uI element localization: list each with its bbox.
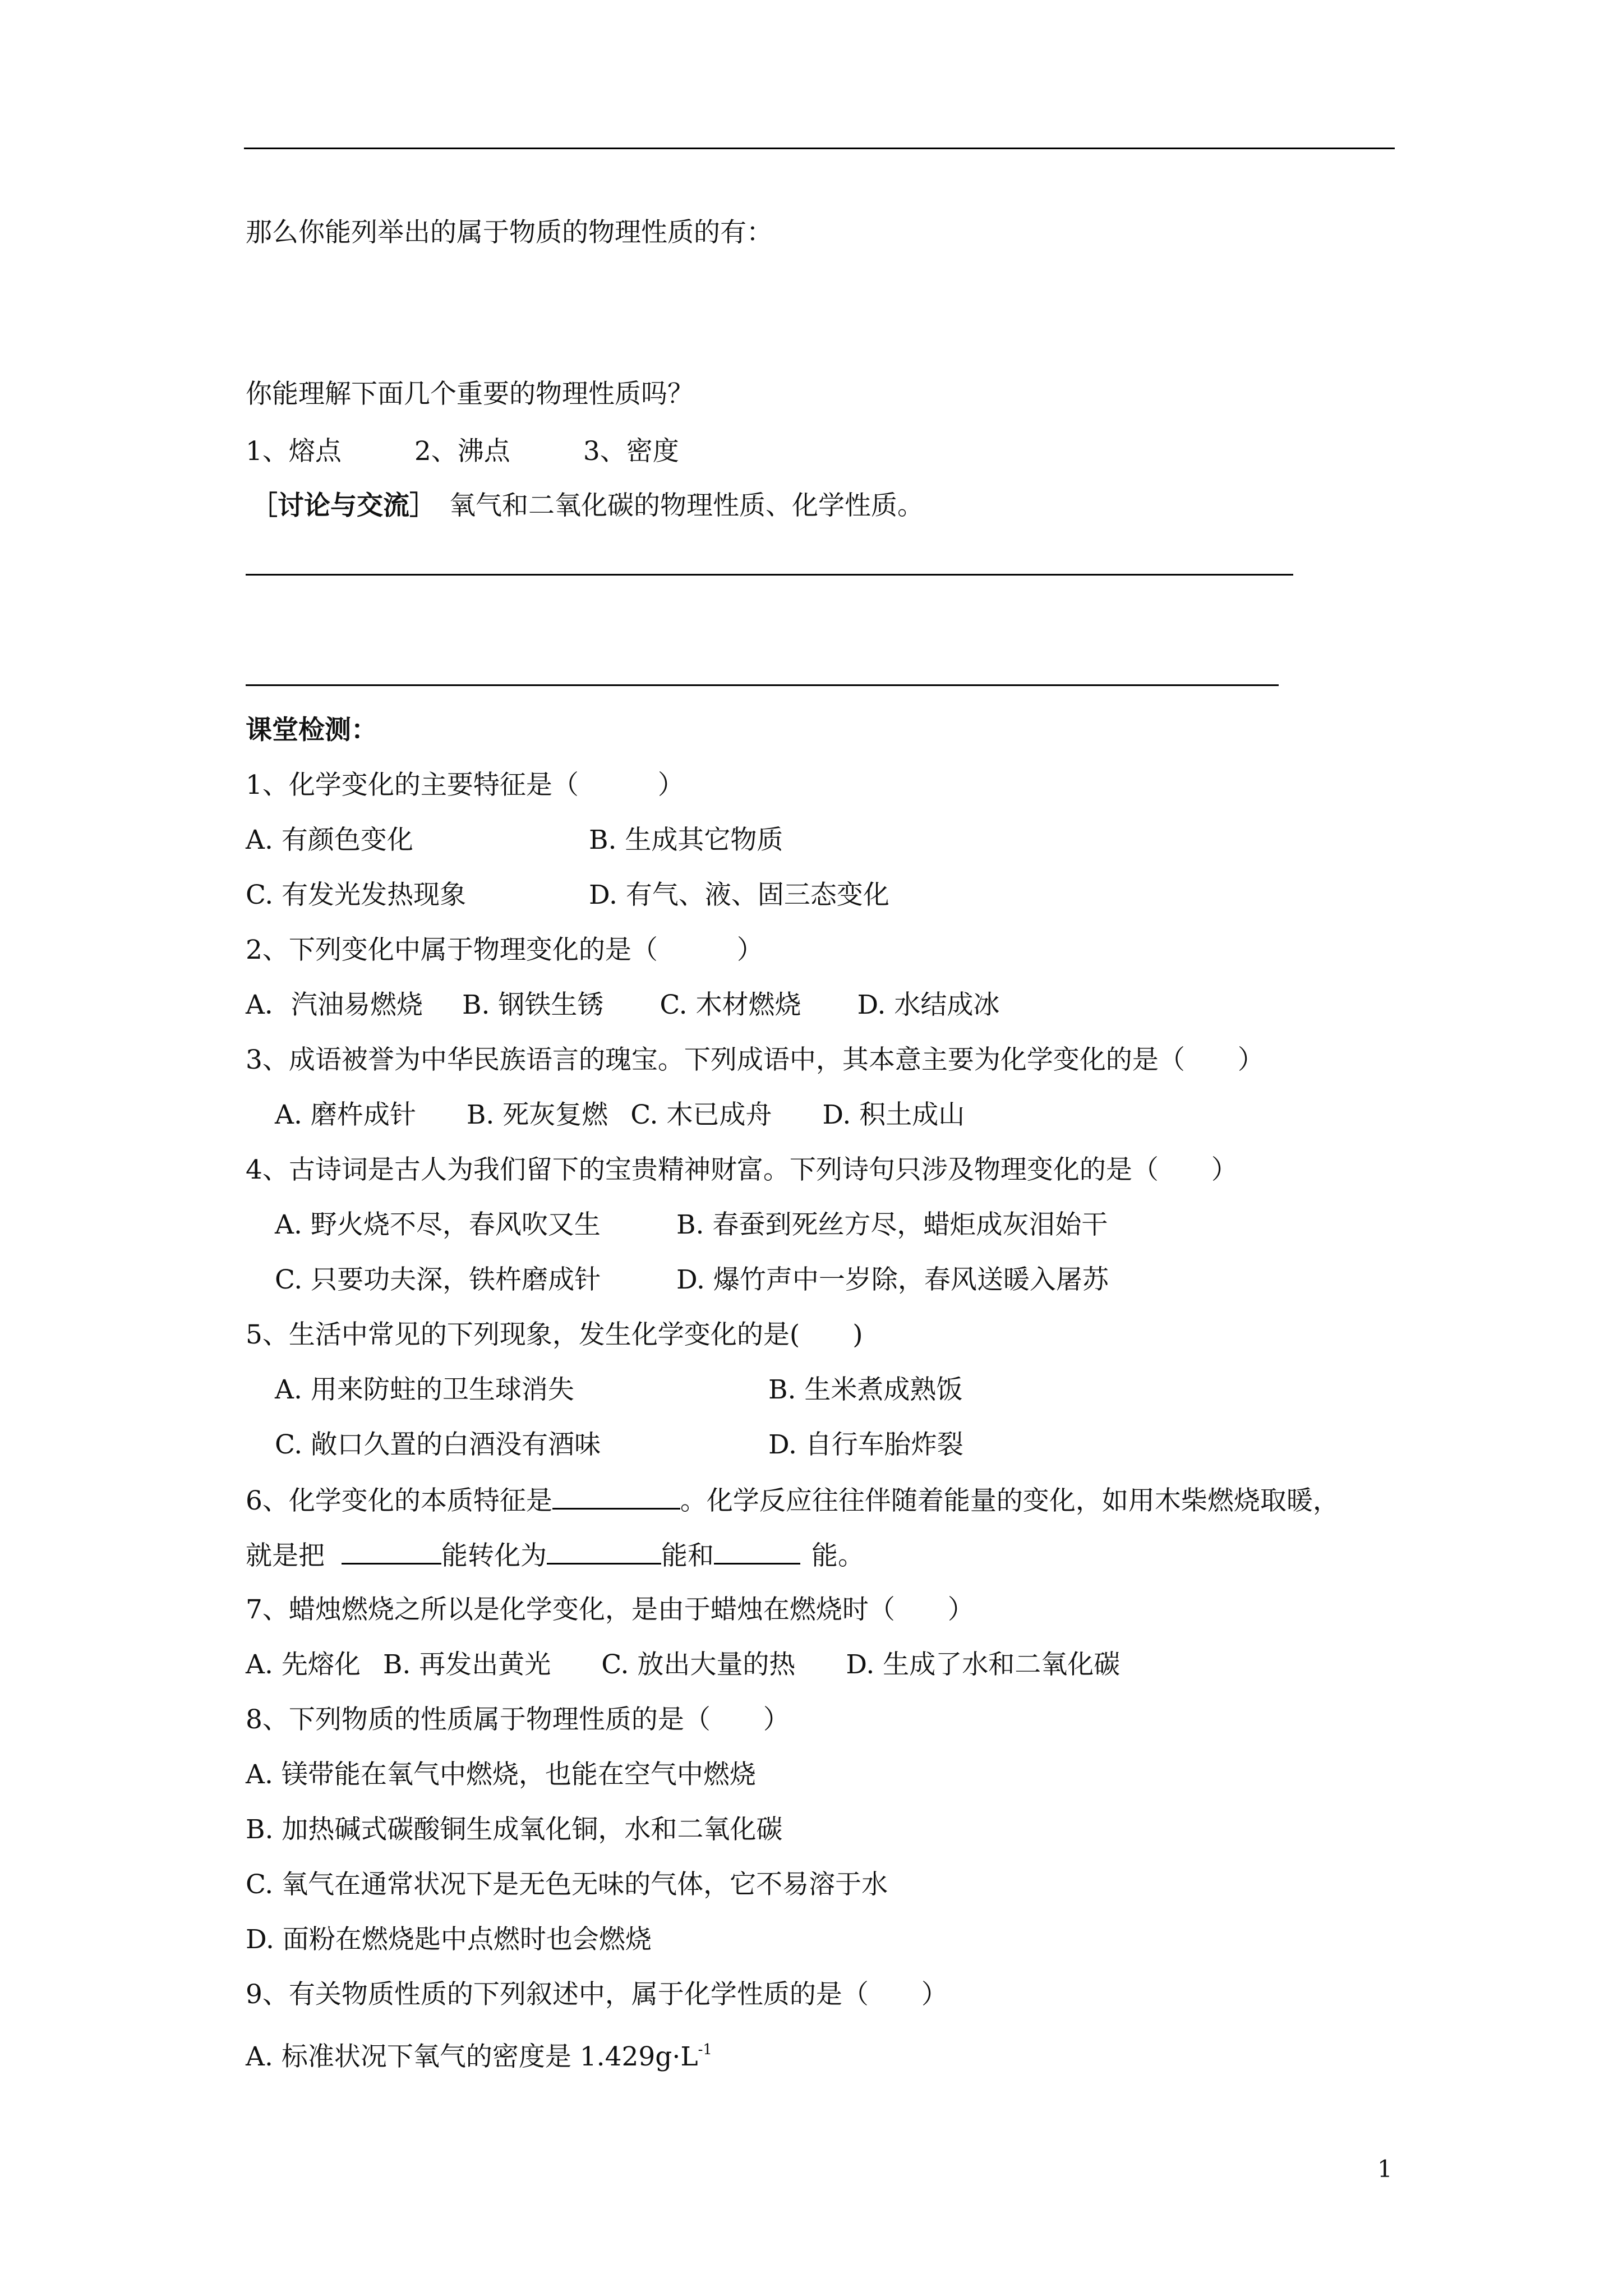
- q6-blank-1[interactable]: [552, 1483, 680, 1510]
- property-melting-point: 1、熔点: [246, 436, 342, 467]
- q3-options: [275, 1098, 965, 1132]
- q4-option-d: D. 爆竹声中一岁除，春风送暖入屠苏: [676, 1264, 1109, 1295]
- q9-option-a-text: A. 标准状况下氧气的密度是 1.429g·L: [246, 2041, 698, 2072]
- q9-option-a-superscript: -1: [698, 2041, 712, 2058]
- q1-option-c: C. 有发光发热现象: [246, 880, 467, 910]
- q6-line2: [246, 1538, 864, 1573]
- q7-option-c: C. 放出大量的热: [601, 1649, 796, 1680]
- q5-option-d: D. 自行车胎炸裂: [768, 1429, 963, 1460]
- q5-option-a: A. 用来防蛀的卫生球消失: [275, 1374, 574, 1405]
- q5-options-row1: [275, 1373, 962, 1407]
- q8-option-a: A. 镁带能在氧气中燃烧，也能在空气中燃烧: [246, 1759, 756, 1790]
- q7-option-d: D. 生成了水和二氧化碳: [846, 1649, 1121, 1680]
- q1-options-row2: [246, 878, 889, 912]
- discussion-tag: ［讨论与交流］: [251, 490, 436, 521]
- header-rule: [244, 148, 1395, 149]
- page-number: 1: [1377, 2155, 1393, 2183]
- q6-blank-2[interactable]: [342, 1538, 441, 1565]
- q2-option-c: C. 木材燃烧: [660, 990, 801, 1020]
- q7-stem: 7、蜡烛燃烧之所以是化学变化，是由于蜡烛在燃烧时（ ）: [246, 1594, 974, 1625]
- q1-option-b: B. 生成其它物质: [589, 825, 783, 855]
- property-list: [246, 435, 679, 468]
- discussion-text: 氧气和二氧化碳的物理性质、化学性质。: [449, 490, 924, 521]
- q4-option-c: C. 只要功夫深，铁杵磨成针: [275, 1264, 601, 1295]
- answer-line-1: [246, 574, 1293, 576]
- q1-options-row1: [246, 823, 783, 857]
- q2-options: [246, 988, 999, 1022]
- q2-option-b: B. 钢铁生锈: [462, 990, 604, 1020]
- property-boiling-point: 2、沸点: [414, 436, 510, 467]
- q4-option-b: B. 春蚕到死丝方尽，蜡炬成灰泪始干: [676, 1209, 1108, 1240]
- q6-part2: 。化学反应往往伴随着能量的变化，如用木柴燃烧取暖，: [680, 1485, 1339, 1516]
- q3-option-d: D. 积土成山: [822, 1099, 965, 1130]
- q4-stem: 4、古诗词是古人为我们留下的宝贵精神财富。下列诗句只涉及物理变化的是（ ）: [246, 1154, 1238, 1185]
- q1-option-a: A. 有颜色变化: [246, 825, 413, 855]
- q5-option-c: C. 敞口久置的白酒没有酒味: [275, 1429, 601, 1460]
- answer-line-2: [246, 684, 1279, 686]
- q3-option-a: A. 磨杵成针: [275, 1099, 416, 1130]
- q5-options-row2: [275, 1428, 963, 1462]
- q9-stem: 9、有关物质性质的下列叙述中，属于化学性质的是（ ）: [246, 1979, 948, 2010]
- q9-option-a: [246, 2033, 712, 2074]
- q6-part5: 能和: [661, 1540, 714, 1571]
- q4-options-row1: [275, 1208, 1108, 1242]
- q8-stem: 8、下列物质的性质属于物理性质的是（ ）: [246, 1704, 790, 1735]
- q1-option-d: D. 有气、液、固三态变化: [589, 880, 889, 910]
- q6-part1: 6、化学变化的本质特征是: [246, 1485, 552, 1516]
- q6-blank-4[interactable]: [714, 1538, 800, 1565]
- q4-options-row2: [275, 1263, 1109, 1297]
- q6-part4: 能转化为: [441, 1540, 547, 1571]
- q6-part3: 就是把: [246, 1540, 325, 1571]
- q8-option-b: B. 加热碱式碳酸铜生成氧化铜，水和二氧化碳: [246, 1814, 783, 1845]
- q7-option-a: A. 先熔化: [246, 1649, 361, 1680]
- understand-question: 你能理解下面几个重要的物理性质吗？: [246, 379, 694, 409]
- discussion: [251, 489, 924, 523]
- intro-question: 那么你能列举出的属于物质的物理性质的有：: [246, 217, 773, 248]
- q3-option-b: B. 死灰复燃: [466, 1099, 608, 1130]
- q6-blank-3[interactable]: [547, 1538, 661, 1565]
- q2-stem: 2、下列变化中属于物理变化的是（ ）: [246, 935, 763, 965]
- q2-option-d: D. 水结成冰: [857, 990, 1000, 1020]
- property-density: 3、密度: [583, 436, 679, 467]
- q6-line1: [246, 1483, 1339, 1518]
- q3-stem: 3、成语被誉为中华民族语言的瑰宝。下列成语中，其本意主要为化学变化的是（ ）: [246, 1045, 1264, 1075]
- q1-stem: 1、化学变化的主要特征是（ ）: [246, 770, 684, 800]
- q8-option-c: C. 氧气在通常状况下是无色无味的气体，它不易溶于水: [246, 1869, 888, 1900]
- q7-option-b: B. 再发出黄光: [382, 1649, 551, 1680]
- q3-option-c: C. 木已成舟: [630, 1099, 772, 1130]
- q6-part6: 能。: [811, 1540, 864, 1571]
- section-title: 课堂检测：: [246, 715, 377, 746]
- q5-option-b: B. 生米煮成熟饭: [768, 1374, 963, 1405]
- q5-stem: 5、生活中常见的下列现象，发生化学变化的是( ): [246, 1319, 863, 1350]
- q2-option-a: A．汽油易燃烧: [246, 990, 423, 1020]
- q7-options: [246, 1648, 1120, 1682]
- q4-option-a: A. 野火烧不尽，春风吹又生: [275, 1209, 601, 1240]
- q8-option-d: D. 面粉在燃烧匙中点燃时也会燃烧: [246, 1924, 652, 1955]
